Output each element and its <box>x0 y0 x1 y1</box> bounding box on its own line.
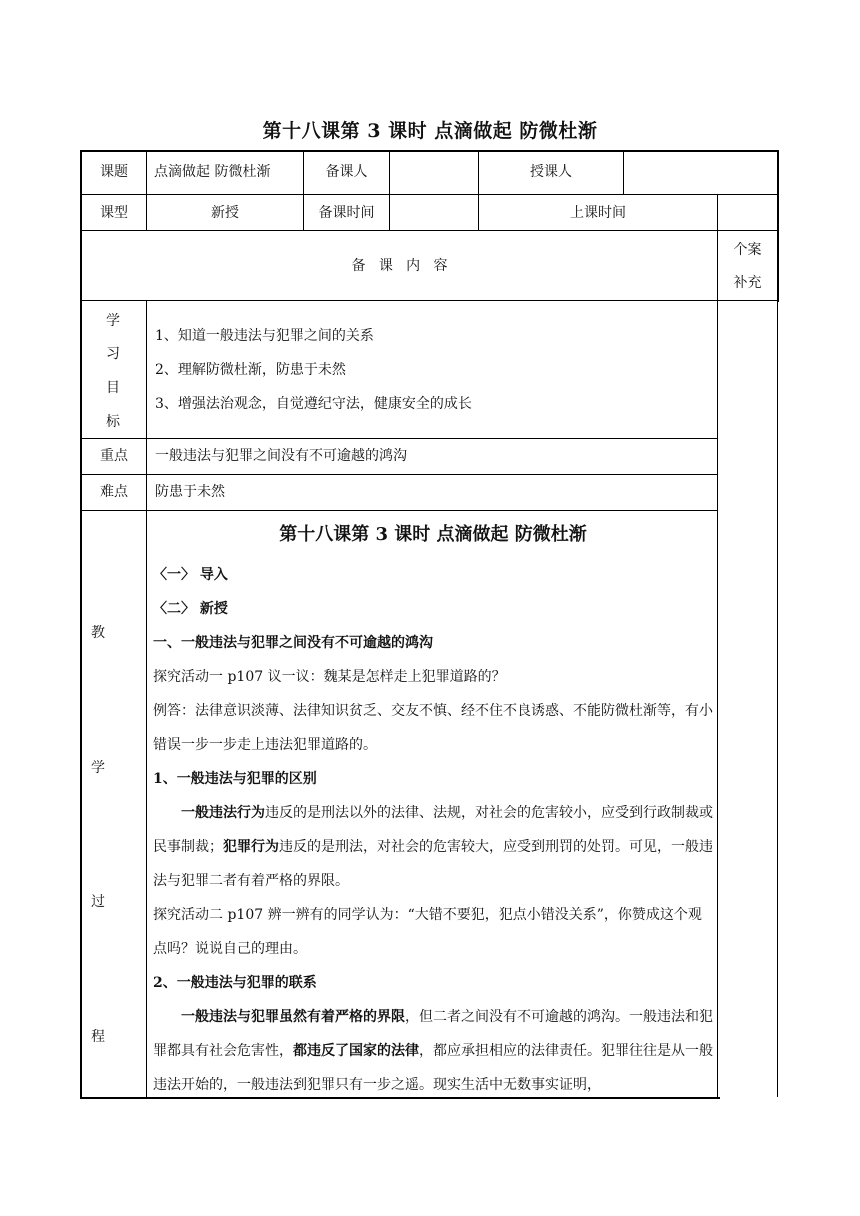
process-label-char: 过 <box>91 894 105 910</box>
section-intro: 〈一〉 导入 <box>153 567 228 583</box>
r1-divider-a <box>146 150 147 194</box>
objective-item: 1、知道一般违法与犯罪之间的关系 <box>155 328 374 344</box>
objectives-label-char: 目 <box>106 380 120 396</box>
objectives-label-char: 习 <box>106 346 120 362</box>
process-title: 第十八课第 3 课时 点滴做起 防微杜渐 <box>279 524 587 545</box>
connection-text-a: ，但二者之间没有不可逾越的鸿沟。一般违法和犯罪都具有社会危害性， <box>153 1009 713 1059</box>
r1-divider-c <box>389 150 390 194</box>
difference-paragraph <box>153 796 713 898</box>
document-title: 第十八课第 3 课时 点滴做起 防微杜渐 <box>262 120 598 142</box>
activity-one: 探究活动一 p107 议一议：魏某是怎样走上犯罪道路的？ <box>153 669 506 685</box>
label-type: 课型 <box>100 205 128 221</box>
objective-item: 3、增强法治观念，自觉遵纪守法，健康安全的成长 <box>155 396 472 412</box>
r2-divider-c <box>389 194 390 230</box>
label-preparer: 备课人 <box>325 164 368 180</box>
supplement-border-right <box>777 300 778 1097</box>
connection-bold-b: 都违反了国家的法律 <box>293 1043 419 1059</box>
r1-divider-e <box>623 150 624 194</box>
label-class-time: 上课时间 <box>570 205 626 221</box>
content-column-divider <box>717 300 718 1097</box>
label-teacher: 授课人 <box>530 164 572 180</box>
objectives-label-char: 学 <box>106 313 120 329</box>
r2-divider-e <box>717 194 718 230</box>
connection-paragraph <box>153 1000 713 1102</box>
heading-one: 一、一般违法与犯罪之间没有不可逾越的鸿沟 <box>153 635 433 651</box>
process-label-char: 程 <box>91 1029 105 1045</box>
difficult-point-text: 防患于未然 <box>155 484 225 500</box>
topic-value: 点滴做起 防微杜渐 <box>154 164 271 180</box>
section-new-lesson: 〈二〉 新授 <box>153 601 228 617</box>
table-border-top <box>80 150 778 152</box>
type-value: 新授 <box>211 205 239 221</box>
supplement-label-line2: 补充 <box>733 275 762 291</box>
supplement-label-line1: 个案 <box>733 242 762 258</box>
row-divider-5 <box>80 474 718 475</box>
table-border-right-top <box>777 150 779 302</box>
difference-text-a: 违反的是刑法以外的法律、法规，对社会的危害较小，应受到行政制裁或民事制裁； <box>153 805 713 855</box>
activity-two: 探究活动二 p107 辨一辨有的同学认为：“大错不要犯，犯点小错没关系”，你赞成这个观点吗？说说自己的理由。 <box>153 907 702 957</box>
key-point-label: 重点 <box>100 448 128 464</box>
row-divider-2 <box>80 230 778 231</box>
process-label-char: 学 <box>91 760 105 776</box>
label-prep-time: 备课时间 <box>318 205 375 221</box>
row-divider-6 <box>80 510 718 511</box>
difficult-point-label: 难点 <box>100 484 128 500</box>
term-crime: 犯罪行为 <box>223 839 279 855</box>
term-general-violation: 一般违法行为 <box>181 805 265 821</box>
objectives-label-char: 标 <box>106 414 120 430</box>
subheading-connection: 2、一般违法与犯罪的联系 <box>153 975 317 991</box>
row-divider-1 <box>80 194 778 195</box>
objective-item: 2、理解防微杜渐，防患于未然 <box>155 362 346 378</box>
content-heading: 备 课 内 容 <box>351 258 448 274</box>
subheading-difference: 1、一般违法与犯罪的区别 <box>153 771 317 787</box>
teaching-process-content <box>153 512 713 1102</box>
label-topic: 课题 <box>100 164 128 180</box>
row-divider-4 <box>80 438 718 439</box>
connection-bold-a: 一般违法与犯罪虽然有着严格的界限 <box>181 1009 405 1025</box>
connection-text-b: ，都应承担相应的法律责任。犯罪往往是从一般违法开始的，一般违法到犯罪只有一步之遥。现实生活中无数事实证明， <box>153 1043 713 1093</box>
difference-text-b: 违反的是刑法，对社会的危害较大，应受到刑罚的处罚。可见，一般违法与犯罪二者有着严格的界限。 <box>153 839 713 889</box>
label-column-divider <box>146 300 147 1097</box>
process-label-char: 教 <box>91 625 105 641</box>
row-divider-3 <box>80 300 778 301</box>
example-answer: 例答：法律意识淡薄、法律知识贫乏、交友不慎、经不住不良诱惑、不能防微杜渐等，有小错误一步一步走上违法犯罪道路的。 <box>153 703 713 753</box>
key-point-text: 一般违法与犯罪之间没有不可逾越的鸿沟 <box>155 448 407 464</box>
